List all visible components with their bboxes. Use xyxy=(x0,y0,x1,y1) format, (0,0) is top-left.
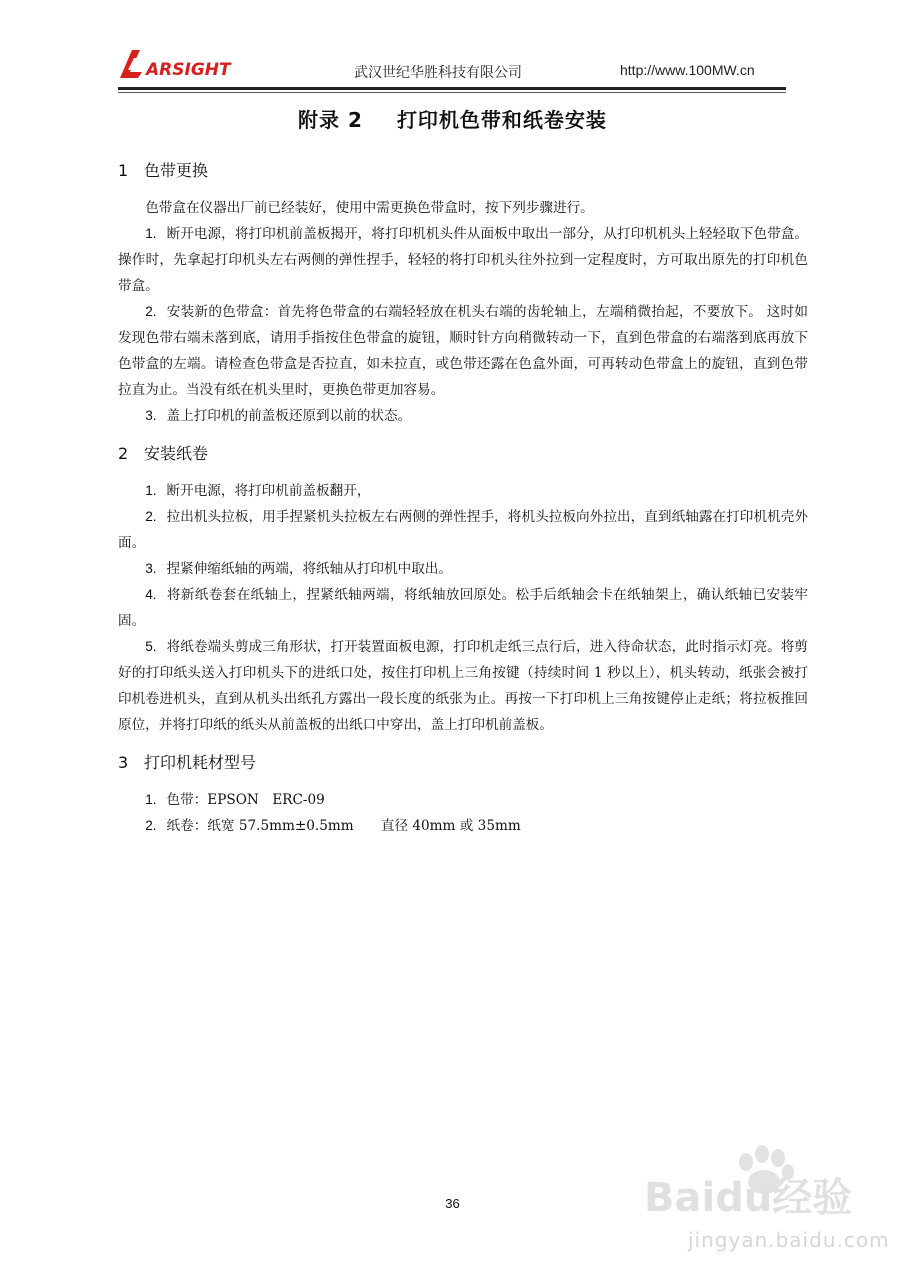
item-number: 4. xyxy=(145,587,157,602)
company-name: 武汉世纪华胜科技有限公司 xyxy=(354,65,522,81)
page-header xyxy=(118,40,786,92)
list-item xyxy=(118,221,808,299)
list-item xyxy=(118,478,808,504)
item-text: 安装新的色带盒：首先将色带盒的右端轻轻放在机头右端的齿轮轴上，左端稍微抬起，不要放下。 这时如发现色带右端未落到底，请用手指按住色带盒的旋钮，顺时针方向稍微转动一下，直到色带盒的右端落到底再放下色带盒的左端。请检查色带盒是否拉直，如未拉直，或色带还露在色盒外面，可再转动色带盒上的旋钮，直到色带拉直为止。当没有纸在机头里时，更换色带更加容易。 xyxy=(118,304,808,398)
section-number: 1 xyxy=(118,161,129,180)
item-number: 3. xyxy=(145,561,157,576)
item-text: 将纸卷端头剪成三角形状，打开装置面板电源，打印机走纸三点行后，进入待命状态，此时指示灯亮。将剪好的打印纸头送入打印机头下的进纸口处，按住打印机上三角按键（持续时间 1 秒以上），机头转动，纸张会被打印机卷进机头，直到从机头出纸孔方露出一段长度的纸张为止。再按一下打印机上三角按键停止走纸；将拉板推回原位，并将打印纸的纸头从前盖板的出纸口中穿出，盖上打印机前盖板。 xyxy=(118,639,808,733)
company-logo xyxy=(118,46,248,82)
appendix-label: 附录 2 xyxy=(298,108,363,132)
section-heading xyxy=(118,750,808,773)
logo-mark-icon xyxy=(118,46,248,82)
watermark-site: jingyan.baidu.com xyxy=(688,1228,890,1252)
header-rule-thick xyxy=(118,87,786,90)
item-text: 纸卷：纸宽 57.5mm±0.5mm 直径 40mm 或 35mm xyxy=(166,818,521,834)
page-title xyxy=(0,104,905,133)
item-number: 2. xyxy=(145,818,157,833)
section-heading xyxy=(118,158,808,181)
item-text: 将新纸卷套在纸轴上，捏紧纸轴两端，将纸轴放回原处。松手后纸轴会卡在纸轴架上，确认纸轴已安装牢固。 xyxy=(118,587,808,629)
item-number: 1. xyxy=(145,483,157,498)
section-number: 2 xyxy=(118,444,129,463)
item-text: 盖上打印机的前盖板还原到以前的状态。 xyxy=(166,408,412,424)
list-item xyxy=(118,582,808,634)
watermark-brand: Baidu经验 xyxy=(644,1175,853,1221)
section-title: 色带更换 xyxy=(144,161,209,180)
list-item xyxy=(118,403,808,429)
list-item xyxy=(118,813,808,839)
list-item xyxy=(118,299,808,403)
item-number: 3. xyxy=(145,408,157,423)
item-number: 1. xyxy=(145,226,157,241)
item-text: 色带：EPSON ERC-09 xyxy=(166,792,325,808)
document-body xyxy=(118,150,808,839)
list-item xyxy=(118,787,808,813)
company-url[interactable]: http://www.100MW.cn xyxy=(620,62,755,78)
section-number: 3 xyxy=(118,753,129,772)
title-text: 打印机色带和纸卷安装 xyxy=(396,108,607,132)
item-text: 拉出机头拉板，用手捏紧机头拉板左右两侧的弹性捏手，将机头拉板向外拉出，直到纸轴露在打印机机壳外面。 xyxy=(118,509,808,551)
page-number: 36 xyxy=(445,1196,460,1211)
header-rule-thin xyxy=(118,92,786,93)
section-title: 打印机耗材型号 xyxy=(144,753,257,772)
item-text: 捏紧伸缩纸轴的两端，将纸轴从打印机中取出。 xyxy=(166,561,452,577)
list-item xyxy=(118,504,808,556)
item-number: 2. xyxy=(145,509,157,524)
item-number: 5. xyxy=(145,639,157,654)
item-number: 2. xyxy=(145,304,157,319)
list-item xyxy=(118,556,808,582)
baidu-watermark xyxy=(640,1140,890,1270)
item-text: 断开电源，将打印机前盖板翻开， xyxy=(166,483,371,499)
section-heading xyxy=(118,441,808,464)
section-intro: 色带盒在仪器出厂前已经装好，使用中需更换色带盒时，按下列步骤进行。 xyxy=(145,200,594,216)
logo-text: ARSIGHT xyxy=(146,60,231,80)
list-item xyxy=(118,634,808,738)
item-text: 断开电源，将打印机前盖板揭开，将打印机机头件从面板中取出一部分，从打印机机头上轻轻取下色带盒。操作时，先拿起打印机头左右两侧的弹性捏手，轻轻的将打印机头往外拉到一定程度时，方可取出原先的打印机色带盒。 xyxy=(118,226,808,294)
item-number: 1. xyxy=(145,792,157,807)
section-title: 安装纸卷 xyxy=(144,444,209,463)
